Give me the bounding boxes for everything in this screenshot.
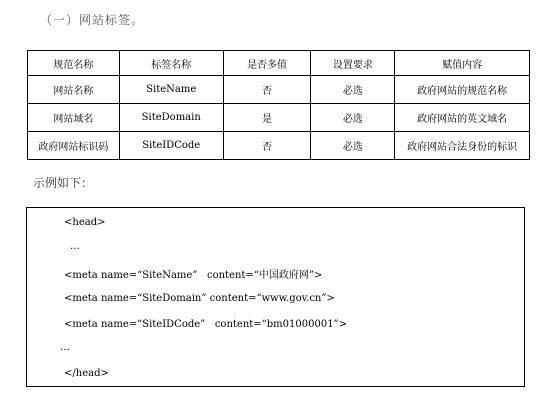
- code-line-head-close: </head>: [64, 368, 109, 379]
- code-line-ellipsis: …: [70, 241, 80, 252]
- table-cell: 必选: [311, 76, 395, 104]
- table-cell: 政府网站的英文域名: [395, 104, 530, 132]
- code-line-meta-sitename: <meta name=“SiteName” content=“中国政府网”>: [64, 270, 323, 281]
- table-cell: 网站域名: [28, 104, 120, 132]
- code-line-head-open: <head>: [64, 217, 106, 228]
- code-line-ellipsis: …: [60, 342, 70, 353]
- site-tags-table: [27, 50, 530, 160]
- table-cell: 是: [223, 104, 311, 132]
- table-cell: 政府网站合法身份的标识: [395, 132, 530, 160]
- table-row: [28, 132, 530, 160]
- table-cell: 必选: [311, 132, 395, 160]
- table-cell: 否: [223, 132, 311, 160]
- table-cell: SiteName: [119, 76, 223, 104]
- example-label: 示例如下：: [33, 176, 94, 190]
- code-example-box: [26, 207, 525, 387]
- table-cell: 网站名称: [28, 76, 120, 104]
- table-row: [28, 76, 530, 104]
- code-line-meta-siteidcode: <meta name=“SiteIDCode” content=“bm01000001”>: [64, 319, 348, 330]
- column-header: 是否多值: [223, 51, 311, 76]
- code-line-meta-sitedomain: <meta name=“SiteDomain” content=“www.gov.cn”>: [64, 293, 335, 304]
- table-cell: SiteIDCode: [119, 132, 223, 160]
- table-row: [28, 104, 530, 132]
- section-title: （一）网站标签。: [40, 13, 145, 27]
- table-cell: 政府网站标识码: [28, 132, 120, 160]
- table-cell: 政府网站的规范名称: [395, 76, 530, 104]
- table-cell: SiteDomain: [119, 104, 223, 132]
- column-header: 标签名称: [119, 51, 223, 76]
- table-cell: 否: [223, 76, 311, 104]
- column-header: 规范名称: [28, 51, 120, 76]
- table-cell: 必选: [311, 104, 395, 132]
- column-header: 设置要求: [311, 51, 395, 76]
- table-header-row: [28, 51, 530, 76]
- column-header: 赋值内容: [395, 51, 530, 76]
